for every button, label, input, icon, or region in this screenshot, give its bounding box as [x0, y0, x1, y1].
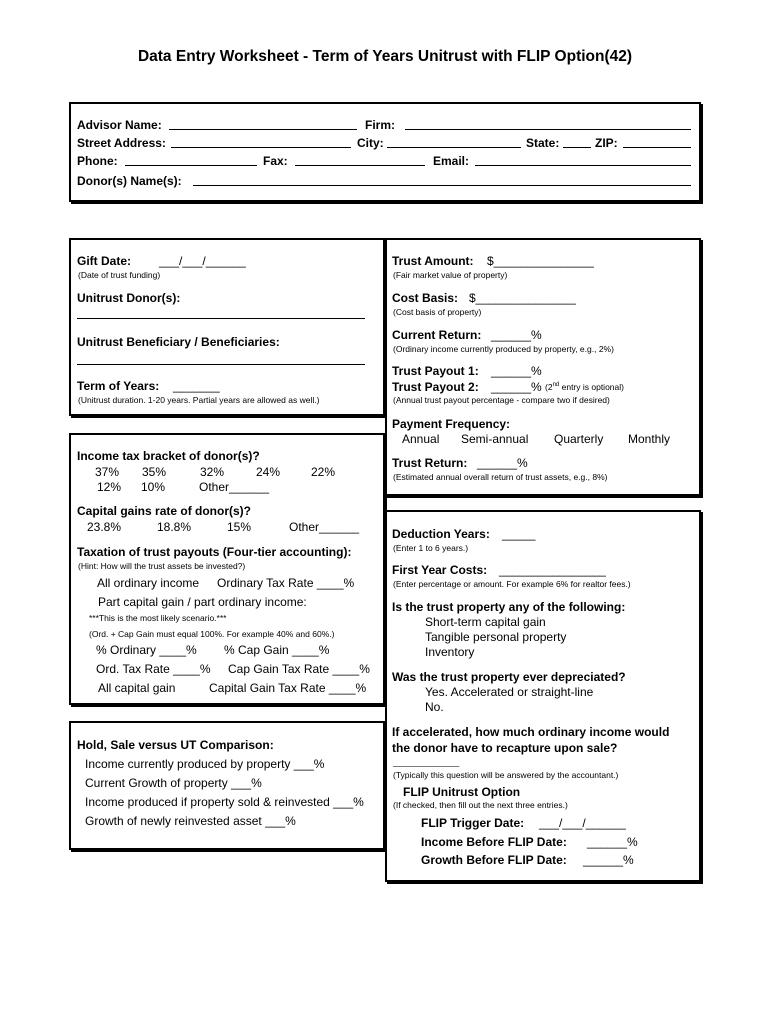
trust-return-hint: (Estimated annual overall return of trust assets, e.g., 8%) — [393, 472, 608, 482]
flip-trigger-label: FLIP Trigger Date: — [421, 816, 525, 830]
payout1-field[interactable]: ______% — [491, 364, 542, 378]
taxation-label: Taxation of trust payouts (Four-tier accounting): — [77, 545, 352, 559]
advisor-box — [69, 102, 701, 202]
trust-return-field[interactable]: ______% — [477, 456, 528, 470]
cap-gain-tax-rate-field[interactable]: Cap Gain Tax Rate ____% — [228, 662, 370, 676]
opt-all-capital[interactable]: All capital gain — [98, 681, 176, 695]
deduction-years-hint: (Enter 1 to 6 years.) — [393, 543, 469, 553]
income-before-flip-field[interactable]: ______% — [587, 835, 638, 849]
advisor-name-field[interactable] — [169, 119, 357, 130]
depr-no[interactable]: No. — [425, 700, 444, 714]
street-label: Street Address: — [77, 136, 166, 150]
accelerated-question-2: the donor have to recapture upon sale? — [392, 741, 618, 755]
flip-trigger-field[interactable]: ___/___/______ — [539, 816, 626, 830]
term-field[interactable]: _______ — [173, 379, 220, 393]
hold-income-reinvested[interactable]: Income produced if property sold & reinvested ___% — [85, 795, 364, 809]
state-label: State: — [526, 136, 560, 150]
opt-part-capital[interactable]: Part capital gain / part ordinary income: — [98, 595, 307, 609]
first-year-costs-field[interactable]: ________________ — [499, 563, 606, 577]
cost-basis-field[interactable]: $_______________ — [469, 291, 576, 305]
accelerated-field[interactable]: ______________ — [393, 757, 460, 767]
depreciated-question: Was the trust property ever depreciated? — [392, 670, 626, 684]
deduction-years-label: Deduction Years: — [392, 527, 490, 541]
phone-label: Phone: — [77, 154, 118, 168]
payout2-field[interactable]: ______% — [491, 380, 542, 394]
fax-field[interactable] — [295, 155, 425, 166]
donors-field[interactable] — [193, 175, 691, 186]
flip-option-checkbox[interactable]: FLIP Unitrust Option — [403, 785, 521, 799]
cap-188[interactable]: 18.8% — [157, 520, 192, 534]
prop-short-term[interactable]: Short-term capital gain — [425, 615, 546, 629]
city-label: City: — [357, 136, 384, 150]
bracket-32[interactable]: 32% — [200, 465, 225, 479]
gift-date-field[interactable]: ___/___/______ — [159, 254, 246, 268]
street-field[interactable] — [171, 137, 351, 148]
current-return-field[interactable]: ______% — [491, 328, 542, 342]
term-label: Term of Years: — [77, 379, 160, 393]
term-hint: (Unitrust duration. 1-20 years. Partial years are allowed as well.) — [78, 395, 320, 405]
zip-label: ZIP: — [595, 136, 618, 150]
taxation-hint: (Hint: How will the trust assets be invested?) — [78, 561, 246, 571]
email-field[interactable] — [475, 155, 691, 166]
ord-tax-rate-field[interactable]: Ord. Tax Rate ____% — [96, 662, 211, 676]
capital-gain-tax-rate-field[interactable]: Capital Gain Tax Rate ____% — [209, 681, 367, 695]
bracket-other[interactable]: Other______ — [199, 480, 270, 494]
growth-before-flip-field[interactable]: ______% — [583, 853, 634, 867]
cap-238[interactable]: 23.8% — [87, 520, 122, 534]
deduction-box — [385, 510, 701, 882]
firm-field[interactable] — [405, 119, 691, 130]
trust-box — [385, 238, 701, 496]
zip-field[interactable] — [623, 137, 691, 148]
ordinary-tax-rate-field[interactable]: Ordinary Tax Rate ____% — [217, 576, 355, 590]
payout1-label: Trust Payout 1: — [392, 364, 479, 378]
hold-box — [69, 721, 385, 850]
deduction-years-field[interactable]: _____ — [502, 527, 536, 541]
hold-income-current[interactable]: Income currently produced by property ___% — [85, 757, 325, 771]
payout-hint: (Annual trust payout percentage - compare two if desired) — [393, 395, 610, 405]
tax-box — [69, 433, 385, 705]
pct-cap-gain-field[interactable]: % Cap Gain ____% — [224, 643, 330, 657]
gift-date-hint: (Date of trust funding) — [78, 270, 161, 280]
freq-annual[interactable]: Annual — [402, 432, 440, 446]
email-label: Email: — [433, 154, 470, 168]
beneficiaries-field[interactable] — [77, 354, 365, 365]
bracket-22[interactable]: 22% — [311, 465, 336, 479]
trust-amount-field[interactable]: $_______________ — [487, 254, 594, 268]
trust-amount-label: Trust Amount: — [392, 254, 474, 268]
city-field[interactable] — [387, 137, 521, 148]
donors-label: Donor(s) Name(s): — [77, 174, 182, 188]
income-bracket-label: Income tax bracket of donor(s)? — [77, 449, 260, 463]
property-question: Is the trust property any of the following: — [392, 600, 626, 614]
bracket-37[interactable]: 37% — [95, 465, 120, 479]
trust-amount-hint: (Fair market value of property) — [393, 270, 508, 280]
accelerated-hint: (Typically this question will be answered by the accountant.) — [393, 770, 619, 780]
gift-date-label: Gift Date: — [77, 254, 131, 268]
depr-yes[interactable]: Yes. Accelerated or straight-line — [425, 685, 594, 699]
gift-box — [69, 238, 385, 416]
accelerated-question-1: If accelerated, how much ordinary income would — [392, 725, 670, 739]
page-title: Data Entry Worksheet - Term of Years Unitrust with FLIP Option(42) — [137, 48, 633, 65]
must-note: (Ord. + Cap Gain must equal 100%. For example 40% and 60%.) — [89, 629, 335, 639]
hold-growth-current[interactable]: Current Growth of property ___% — [85, 776, 262, 790]
bracket-12[interactable]: 12% — [97, 480, 122, 494]
payout2-note: (2nd entry is optional) — [545, 382, 624, 392]
fax-label: Fax: — [263, 154, 288, 168]
cap-other[interactable]: Other______ — [289, 520, 360, 534]
freq-quarterly[interactable]: Quarterly — [554, 432, 604, 446]
cost-basis-hint: (Cost basis of property) — [393, 307, 482, 317]
state-field[interactable] — [563, 137, 591, 148]
current-return-label: Current Return: — [392, 328, 482, 342]
advisor-name-label: Advisor Name: — [77, 118, 162, 132]
firm-label: Firm: — [365, 118, 395, 132]
prop-inventory[interactable]: Inventory — [425, 645, 475, 659]
cost-basis-label: Cost Basis: — [392, 291, 459, 305]
first-year-costs-hint: (Enter percentage or amount. For example 6% for realtor fees.) — [393, 579, 631, 589]
current-return-hint: (Ordinary income currently produced by property, e.g., 2%) — [393, 344, 614, 354]
bracket-35[interactable]: 35% — [142, 465, 167, 479]
payment-frequency-label: Payment Frequency: — [392, 417, 511, 431]
payout2-label: Trust Payout 2: — [392, 380, 479, 394]
cap-15[interactable]: 15% — [227, 520, 252, 534]
first-year-costs-label: First Year Costs: — [392, 563, 488, 577]
cap-gains-label: Capital gains rate of donor(s)? — [77, 504, 252, 518]
bracket-10[interactable]: 10% — [141, 480, 166, 494]
unitrust-donors-field[interactable] — [77, 308, 365, 319]
phone-field[interactable] — [125, 155, 257, 166]
growth-before-flip-label: Growth Before FLIP Date: — [421, 853, 567, 867]
freq-monthly[interactable]: Monthly — [628, 432, 671, 446]
hold-growth-reinvested[interactable]: Growth of newly reinvested asset ___% — [85, 814, 296, 828]
income-before-flip-label: Income Before FLIP Date: — [421, 835, 567, 849]
bracket-24[interactable]: 24% — [256, 465, 281, 479]
freq-semi-annual[interactable]: Semi-annual — [461, 432, 529, 446]
pct-ordinary-field[interactable]: % Ordinary ____% — [96, 643, 197, 657]
prop-tangible[interactable]: Tangible personal property — [425, 630, 567, 644]
beneficiaries-label: Unitrust Beneficiary / Beneficiaries: — [77, 335, 280, 349]
flip-hint: (If checked, then fill out the next three entries.) — [393, 800, 568, 810]
opt-all-ordinary[interactable]: All ordinary income — [97, 576, 200, 590]
trust-return-label: Trust Return: — [392, 456, 468, 470]
unitrust-donors-label: Unitrust Donor(s): — [77, 291, 181, 305]
likely-note: ***This is the most likely scenario.*** — [89, 613, 227, 623]
hold-heading: Hold, Sale versus UT Comparison: — [77, 738, 274, 752]
